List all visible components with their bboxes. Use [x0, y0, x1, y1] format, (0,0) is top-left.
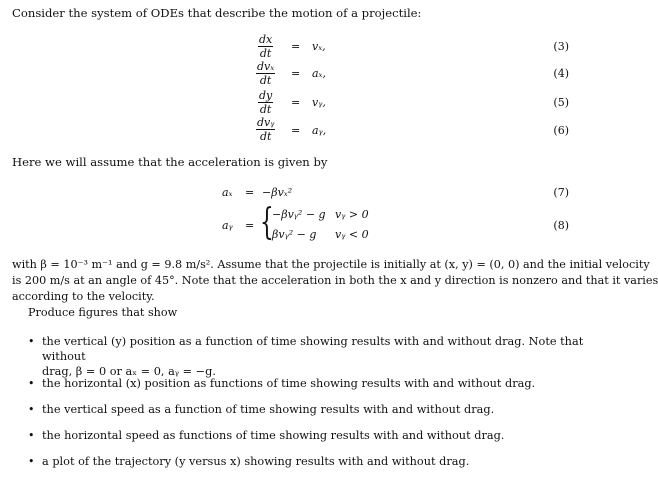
fraction-denominator: dt: [259, 74, 272, 87]
paragraph-line: with β = 10⁻³ m⁻¹ and g = 9.8 m/s². Assume that the projectile is initially at (x, y) = (0, 0) and the initial velocity: [12, 258, 650, 271]
equals-sign: =: [291, 67, 301, 80]
bullet-icon: •: [28, 455, 35, 468]
list-item-text: the vertical speed as a function of time showing results with and without drag.: [42, 403, 495, 416]
equation-number: (4): [553, 67, 569, 80]
paragraph-line: is 200 m/s at an angle of 45°. Note that the acceleration in both the x and y direction is nonzero and that it varies: [12, 274, 658, 287]
left-brace: {: [260, 202, 274, 243]
fraction-denominator: dt: [259, 103, 272, 116]
bullet-icon: •: [28, 403, 35, 416]
list-item: [28, 334, 589, 379]
equals-sign: =: [291, 40, 301, 53]
fraction-dx-dt: [258, 34, 273, 59]
fraction-dy-dt: [258, 90, 273, 115]
fraction-denominator: dt: [259, 47, 272, 60]
ax-lhs: aₓ: [222, 186, 233, 199]
ay-condition-1: vᵧ > 0: [335, 208, 369, 221]
list-item-text: drag, β = 0 or aₓ = 0, aᵧ = −g.: [42, 365, 216, 378]
list-item-text: the horizontal (x) position as functions of time showing results with and without drag.: [42, 377, 536, 390]
list-item: [28, 454, 470, 469]
equation-number: (5): [553, 96, 569, 109]
list-item: [28, 428, 505, 443]
fraction-dvy-dt: [256, 117, 275, 142]
ay-case-2: βvᵧ² − g: [272, 228, 317, 241]
equation-number: (7): [553, 186, 569, 199]
paragraph-line: according to the velocity.: [12, 290, 155, 303]
equation-number: (3): [553, 40, 569, 53]
equation-rhs: aᵧ,: [312, 124, 327, 137]
equation-number: (6): [553, 124, 569, 137]
intro-text: Consider the system of ODEs that describe the motion of a projectile:: [12, 6, 422, 20]
fraction-dvx-dt: [256, 61, 275, 86]
equals-sign: =: [245, 219, 255, 232]
fraction-numerator: dvᵧ: [257, 116, 275, 129]
ay-lhs: aᵧ: [222, 219, 233, 232]
acceleration-intro: Here we will assume that the acceleration is given by: [12, 155, 328, 169]
fraction-numerator: dx: [259, 33, 273, 46]
list-item-text: the horizontal speed as functions of time showing results with and without drag.: [42, 429, 505, 442]
list-item: [28, 402, 495, 417]
fraction-denominator: dt: [259, 130, 272, 143]
list-item-text: the vertical (y) position as a function of time showing results with and without drag. Note that without: [42, 335, 584, 363]
list-item-text: a plot of the trajectory (y versus x) showing results with and without drag.: [42, 455, 470, 468]
bullet-icon: •: [28, 377, 35, 390]
equals-sign: =: [291, 124, 301, 137]
ay-case-1: −βvᵧ² − g: [272, 208, 326, 221]
bullet-icon: •: [28, 429, 35, 442]
equation-number: (8): [553, 219, 569, 232]
equals-sign: =: [245, 186, 255, 199]
list-item: [28, 376, 536, 391]
equals-sign: =: [291, 96, 301, 109]
fraction-numerator: dy: [259, 89, 273, 102]
paragraph-line: Produce figures that show: [28, 306, 178, 319]
equation-rhs: aₓ,: [312, 67, 326, 80]
ay-condition-2: vᵧ < 0: [335, 228, 369, 241]
equation-rhs: vₓ,: [312, 40, 326, 53]
bullet-icon: •: [28, 335, 35, 348]
equation-rhs: vᵧ,: [312, 96, 326, 109]
fraction-numerator: dvₓ: [257, 60, 275, 73]
ax-rhs: −βvₓ²: [262, 186, 293, 199]
